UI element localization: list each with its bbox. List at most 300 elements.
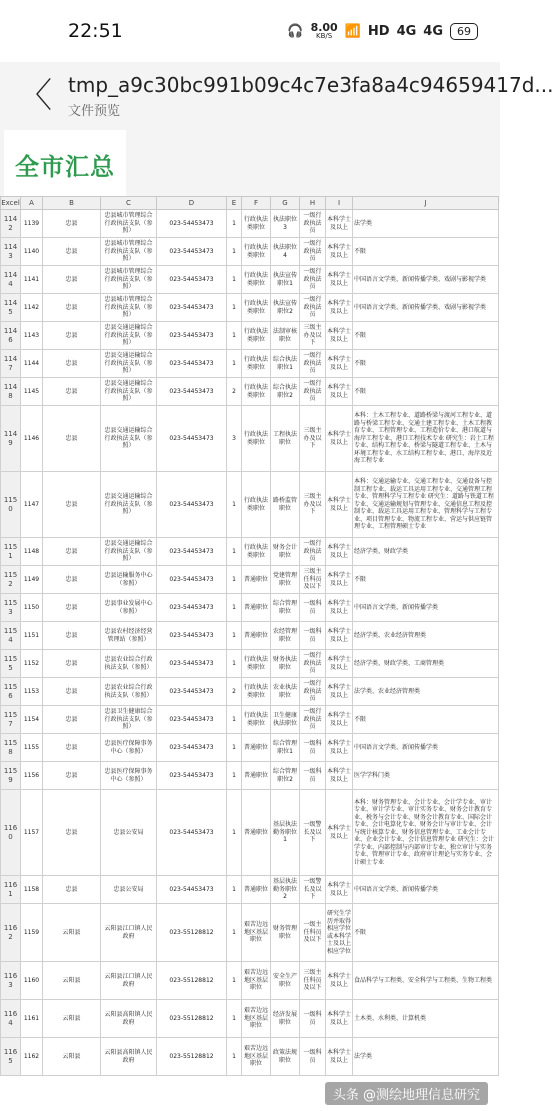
table-row xyxy=(1,472,499,538)
table-row xyxy=(1,594,499,622)
table-cell[interactable]: 1 xyxy=(227,238,242,266)
table-cell[interactable]: 本科学士及以上 xyxy=(326,350,353,378)
table-cell[interactable]: 行政执法类职位 xyxy=(242,266,271,294)
table-cell[interactable]: 1 xyxy=(227,876,242,904)
table-cell[interactable]: 行政执法类职位 xyxy=(242,350,271,378)
row-number-cell[interactable]: 1150 xyxy=(1,472,21,538)
column-header[interactable]: D xyxy=(157,197,227,210)
table-cell[interactable]: 艰苦边远地区基层职位 xyxy=(242,1000,271,1038)
table-cell[interactable]: 忠县农业综合行政执法支队（参照） xyxy=(101,678,157,706)
table-cell[interactable]: 忠县 xyxy=(43,472,101,538)
table-cell[interactable]: 行政执法类职位 xyxy=(242,210,271,238)
table-cell[interactable]: 1 xyxy=(227,790,242,876)
table-cell[interactable]: 法学类 xyxy=(353,210,499,238)
table-cell[interactable]: 一级科员 xyxy=(300,622,326,650)
table-cell[interactable]: 中国语言文学类、新闻传播学类 xyxy=(353,734,499,762)
table-cell[interactable]: 1 xyxy=(227,962,242,1000)
table-row xyxy=(1,962,499,1000)
table-row xyxy=(1,734,499,762)
table-cell[interactable]: 本科：交通运输专业、交通工程专业、交通设备与控制工程专业、载运工具运用工程专业、交通管理工程专业、管理科学与工程专业 研究生：道路与铁道工程专业、交通运输规划与管理专业、交通信息工程及控制专业、载运工具运用工程专业、管理科学与工程专业、项目管理专业、物流工程专业、营运与供应链管理专业、工程管理硕士专业 xyxy=(353,472,499,538)
table-cell[interactable]: 1 xyxy=(227,294,242,322)
table-cell[interactable]: 023-54453473 xyxy=(157,350,227,378)
table-cell[interactable]: 本科学士及以上 xyxy=(326,706,353,734)
data-table xyxy=(0,196,499,1076)
table-cell[interactable]: 一级警长及以下 xyxy=(300,876,326,904)
table-cell[interactable]: 本科学士及以上 xyxy=(326,962,353,1000)
table-cell[interactable]: 忠县公安局 xyxy=(101,790,157,876)
table-cell[interactable]: 综合执法职位2 xyxy=(271,378,300,406)
table-cell[interactable]: 忠县 xyxy=(43,622,101,650)
table-cell[interactable]: 1 xyxy=(227,566,242,594)
table-cell[interactable]: 忠县事业发展中心（参照） xyxy=(101,594,157,622)
table-cell[interactable]: 1154 xyxy=(21,706,43,734)
table-cell[interactable]: 忠县 xyxy=(43,678,101,706)
row-number-cell[interactable]: 1161 xyxy=(1,876,21,904)
table-cell[interactable]: 研究生学历并取得相应学位或本科学士及以上相应学位 xyxy=(326,904,353,962)
table-cell[interactable]: 行政执法类职位 xyxy=(242,238,271,266)
table-cell[interactable]: 忠县 xyxy=(43,734,101,762)
table-cell[interactable]: 云阳县高阳镇人民政府 xyxy=(101,1000,157,1038)
table-cell[interactable]: 云阳县 xyxy=(43,962,101,1000)
table-cell[interactable]: 1143 xyxy=(21,322,43,350)
table-cell[interactable]: 路桥监管职位 xyxy=(271,472,300,538)
table-cell[interactable]: 忠县城市管理综合行政执法支队（参照） xyxy=(101,294,157,322)
table-cell[interactable]: 执法宣传职位2 xyxy=(271,294,300,322)
table-cell[interactable]: 三级主任科员及以下 xyxy=(300,566,326,594)
row-number-cell[interactable]: 1157 xyxy=(1,706,21,734)
table-cell[interactable]: 一级行政执法员 xyxy=(300,266,326,294)
back-arrow-icon[interactable]: 〈 xyxy=(18,76,52,116)
table-cell[interactable]: 本科学士及以上 xyxy=(326,210,353,238)
table-cell[interactable]: 本科学士及以上 xyxy=(326,266,353,294)
table-cell[interactable]: 一级行政执法员 xyxy=(300,378,326,406)
table-cell[interactable]: 一级行政执法员 xyxy=(300,350,326,378)
table-cell[interactable]: 1 xyxy=(227,706,242,734)
row-number-cell[interactable]: 1163 xyxy=(1,962,21,1000)
table-cell[interactable]: 2 xyxy=(227,678,242,706)
table-cell[interactable]: 023-54453473 xyxy=(157,622,227,650)
table-cell[interactable]: 1 xyxy=(227,650,242,678)
table-cell[interactable]: 1157 xyxy=(21,790,43,876)
table-cell[interactable]: 基层执法勤务职位1 xyxy=(271,790,300,876)
table-cell[interactable]: 023-54453473 xyxy=(157,790,227,876)
table-cell[interactable]: 忠县 xyxy=(43,294,101,322)
table-cell[interactable]: 云阳县江口镇人民政府 xyxy=(101,962,157,1000)
table-cell[interactable]: 中国语言文学类、新闻传播学类 xyxy=(353,594,499,622)
table-cell[interactable]: 综合管理职位2 xyxy=(271,762,300,790)
table-cell[interactable]: 政策法规职位 xyxy=(271,1038,300,1076)
table-cell[interactable]: 普通职位 xyxy=(242,876,271,904)
table-cell[interactable]: 023-54453473 xyxy=(157,472,227,538)
table-cell[interactable]: 三级主办及以下 xyxy=(300,322,326,350)
column-header[interactable]: Excel xyxy=(1,197,21,210)
column-header[interactable]: J xyxy=(353,197,499,210)
table-cell[interactable]: 不限 xyxy=(353,350,499,378)
table-cell[interactable]: 023-54453473 xyxy=(157,650,227,678)
table-row xyxy=(1,762,499,790)
table-cell[interactable]: 不限 xyxy=(353,566,499,594)
table-cell[interactable]: 中国语言文学类、新闻传播学类 xyxy=(353,876,499,904)
table-cell[interactable]: 1141 xyxy=(21,266,43,294)
table-cell[interactable]: 023-54453473 xyxy=(157,378,227,406)
table-cell[interactable]: 一级行政执法员 xyxy=(300,538,326,566)
table-cell[interactable]: 023-54453473 xyxy=(157,538,227,566)
table-cell[interactable]: 行政执法类职位 xyxy=(242,322,271,350)
table-cell[interactable]: 忠县城市管理综合行政执法支队（参照） xyxy=(101,266,157,294)
file-title: tmp_a9c30bc991b09c4c7e3fa8a4c94659417d... xyxy=(68,73,554,97)
row-number-cell[interactable]: 1145 xyxy=(1,294,21,322)
table-row xyxy=(1,650,499,678)
table-cell[interactable]: 工程执法职位 xyxy=(271,406,300,472)
table-cell[interactable]: 023-54453473 xyxy=(157,210,227,238)
table-cell[interactable]: 中国语言文学类、新闻传播学类、戏剧与影视学类 xyxy=(353,266,499,294)
table-cell[interactable]: 023-54453473 xyxy=(157,238,227,266)
row-number-cell[interactable]: 1149 xyxy=(1,406,21,472)
table-body xyxy=(1,210,499,1076)
table-cell[interactable]: 1158 xyxy=(21,876,43,904)
table-cell[interactable]: 023-54453473 xyxy=(157,678,227,706)
table-cell[interactable]: 云阳县 xyxy=(43,1038,101,1076)
table-cell[interactable]: 艰苦边远地区基层职位 xyxy=(242,962,271,1000)
table-cell[interactable]: 一级科员 xyxy=(300,594,326,622)
row-number-cell[interactable]: 1142 xyxy=(1,210,21,238)
table-cell[interactable]: 1 xyxy=(227,266,242,294)
table-cell[interactable]: 行政执法类职位 xyxy=(242,678,271,706)
table-cell[interactable]: 忠县交通运输综合行政执法支队（参照） xyxy=(101,322,157,350)
table-cell[interactable]: 忠县农业综合行政执法支队（参照） xyxy=(101,650,157,678)
table-cell[interactable]: 法制审核职位 xyxy=(271,322,300,350)
table-cell[interactable]: 忠县 xyxy=(43,378,101,406)
table-cell[interactable]: 023-54453473 xyxy=(157,594,227,622)
row-number-cell[interactable]: 1148 xyxy=(1,378,21,406)
table-cell[interactable]: 本科学士及以上 xyxy=(326,538,353,566)
table-cell[interactable]: 经济学类、农业经济管理类 xyxy=(353,622,499,650)
table-cell[interactable]: 本科学士及以上 xyxy=(326,650,353,678)
table-cell[interactable]: 本科学士及以上 xyxy=(326,472,353,538)
table-row xyxy=(1,538,499,566)
row-number-cell[interactable]: 1154 xyxy=(1,622,21,650)
table-cell[interactable]: 本科学士及以上 xyxy=(326,1038,353,1076)
sheet-tab-label: 全市汇总 xyxy=(15,153,115,181)
table-cell[interactable]: 忠县交通运输综合行政执法支队（参照） xyxy=(101,378,157,406)
table-cell[interactable]: 一级行政执法员 xyxy=(300,294,326,322)
column-header[interactable]: E xyxy=(227,197,242,210)
table-cell[interactable]: 农经管理职位 xyxy=(271,622,300,650)
table-cell[interactable]: 本科学士及以上 xyxy=(326,238,353,266)
table-cell[interactable]: 1161 xyxy=(21,1000,43,1038)
table-cell[interactable]: 综合管理职位1 xyxy=(271,734,300,762)
table-cell[interactable]: 忠县城市管理综合行政执法支队（参照） xyxy=(101,210,157,238)
table-cell[interactable]: 忠县交通运输综合行政执法支队（参照） xyxy=(101,406,157,472)
table-cell[interactable]: 本科学士及以上 xyxy=(326,378,353,406)
table-cell[interactable]: 综合执法职位1 xyxy=(271,350,300,378)
table-cell[interactable]: 安全生产职位 xyxy=(271,962,300,1000)
table-cell[interactable]: 忠县公安局 xyxy=(101,876,157,904)
table-cell[interactable]: 1142 xyxy=(21,294,43,322)
table-cell[interactable]: 行政执法类职位 xyxy=(242,294,271,322)
table-cell[interactable]: 023-54453473 xyxy=(157,406,227,472)
table-cell[interactable]: 行政执法类职位 xyxy=(242,378,271,406)
row-number-cell[interactable]: 1165 xyxy=(1,1038,21,1076)
table-cell[interactable]: 本科学士及以上 xyxy=(326,322,353,350)
file-subtitle: 文件预览 xyxy=(68,104,121,119)
table-cell[interactable]: 1159 xyxy=(21,904,43,962)
table-cell[interactable]: 艰苦边远地区基层职位 xyxy=(242,904,271,962)
table-cell[interactable]: 忠县农村经济经营管理站（参照） xyxy=(101,622,157,650)
table-cell[interactable]: 医学学科门类 xyxy=(353,762,499,790)
status-bar xyxy=(0,0,500,62)
table-row xyxy=(1,566,499,594)
sheet-tabbar xyxy=(0,130,500,202)
column-header[interactable]: A xyxy=(21,197,43,210)
table-cell[interactable]: 财务执法职位 xyxy=(271,650,300,678)
table-cell[interactable]: 法学类 xyxy=(353,1038,499,1076)
table-cell[interactable]: 忠县 xyxy=(43,566,101,594)
table-cell[interactable]: 一级行政执法员 xyxy=(300,678,326,706)
table-cell[interactable]: 经济学类、财政学类、工商管理类 xyxy=(353,650,499,678)
table-cell[interactable]: 1140 xyxy=(21,238,43,266)
table-cell[interactable]: 1144 xyxy=(21,350,43,378)
table-cell[interactable]: 不限 xyxy=(353,322,499,350)
table-cell[interactable]: 忠县运输服务中心（参照） xyxy=(101,566,157,594)
table-cell[interactable]: 基层执法勤务职位2 xyxy=(271,876,300,904)
table-cell[interactable]: 三级主任科员及以下 xyxy=(300,962,326,1000)
row-number-cell[interactable]: 1162 xyxy=(1,904,21,962)
row-number-cell[interactable]: 1164 xyxy=(1,1000,21,1038)
row-number-cell[interactable]: 1144 xyxy=(1,266,21,294)
table-cell[interactable]: 本科学士及以上 xyxy=(326,790,353,876)
table-cell[interactable]: 023-55128812 xyxy=(157,904,227,962)
column-header[interactable]: H xyxy=(300,197,326,210)
table-cell[interactable]: 忠县 xyxy=(43,350,101,378)
table-cell[interactable]: 本科学士及以上 xyxy=(326,762,353,790)
table-cell[interactable]: 不限 xyxy=(353,378,499,406)
table-cell[interactable]: 本科学士及以上 xyxy=(326,294,353,322)
table-cell[interactable]: 不限 xyxy=(353,706,499,734)
table-cell[interactable]: 财务管理职位 xyxy=(271,904,300,962)
table-cell[interactable]: 023-54453473 xyxy=(157,876,227,904)
table-cell[interactable]: 023-55128812 xyxy=(157,1038,227,1076)
table-row xyxy=(1,1000,499,1038)
table-cell[interactable]: 1156 xyxy=(21,762,43,790)
table-cell[interactable]: 023-54453473 xyxy=(157,294,227,322)
table-cell[interactable]: 023-55128812 xyxy=(157,962,227,1000)
table-cell[interactable]: 行政执法类职位 xyxy=(242,650,271,678)
table-cell[interactable]: 中国语言文学类、新闻传播学类、戏剧与影视学类 xyxy=(353,294,499,322)
row-number-cell[interactable]: 1159 xyxy=(1,762,21,790)
table-cell[interactable]: 行政执法类职位 xyxy=(242,472,271,538)
table-cell[interactable]: 1149 xyxy=(21,566,43,594)
table-cell[interactable]: 本科学士及以上 xyxy=(326,678,353,706)
sheet-tab-summary[interactable] xyxy=(4,130,126,202)
table-cell[interactable]: 1153 xyxy=(21,678,43,706)
table-row xyxy=(1,238,499,266)
status-icons xyxy=(287,22,478,40)
table-cell[interactable]: 执法职位4 xyxy=(271,238,300,266)
spreadsheet-grid[interactable] xyxy=(0,196,500,1111)
table-cell[interactable]: 土木类、水利类、计算机类 xyxy=(353,1000,499,1038)
table-cell[interactable]: 忠县 xyxy=(43,706,101,734)
status-time: 22:51 xyxy=(68,20,123,42)
table-cell[interactable]: 忠县医疗保障事务中心（参照） xyxy=(101,762,157,790)
table-cell[interactable]: 三级主办及以下 xyxy=(300,472,326,538)
table-cell[interactable]: 023-54453473 xyxy=(157,266,227,294)
table-cell[interactable]: 行政执法类职位 xyxy=(242,538,271,566)
table-cell[interactable]: 普通职位 xyxy=(242,622,271,650)
table-cell[interactable]: 023-54453473 xyxy=(157,322,227,350)
row-number-cell[interactable]: 1153 xyxy=(1,594,21,622)
table-cell[interactable]: 一级科员 xyxy=(300,762,326,790)
table-cell[interactable]: 1 xyxy=(227,538,242,566)
table-cell[interactable]: 普通职位 xyxy=(242,594,271,622)
table-cell[interactable]: 一级科员 xyxy=(300,1000,326,1038)
table-cell[interactable]: 不限 xyxy=(353,904,499,962)
table-cell[interactable]: 云阳县江口镇人民政府 xyxy=(101,904,157,962)
row-number-cell[interactable]: 1151 xyxy=(1,538,21,566)
row-number-cell[interactable]: 1146 xyxy=(1,322,21,350)
table-cell[interactable]: 卫生健康执法职位 xyxy=(271,706,300,734)
table-cell[interactable]: 本科学士及以上 xyxy=(326,734,353,762)
table-cell[interactable]: 1145 xyxy=(21,378,43,406)
table-cell[interactable]: 普通职位 xyxy=(242,734,271,762)
table-cell[interactable]: 一级科员 xyxy=(300,1038,326,1076)
table-cell[interactable]: 023-54453473 xyxy=(157,566,227,594)
table-cell[interactable]: 不限 xyxy=(353,238,499,266)
table-cell[interactable]: 普通职位 xyxy=(242,762,271,790)
table-cell[interactable]: 忠县 xyxy=(43,266,101,294)
table-cell[interactable]: 忠县 xyxy=(43,650,101,678)
table-cell[interactable]: 1146 xyxy=(21,406,43,472)
table-cell[interactable]: 1139 xyxy=(21,210,43,238)
table-cell[interactable]: 党建管理职位 xyxy=(271,566,300,594)
row-number-cell[interactable]: 1155 xyxy=(1,650,21,678)
table-cell[interactable]: 一级警长及以下 xyxy=(300,790,326,876)
table-cell[interactable]: 云阳县 xyxy=(43,1000,101,1038)
table-cell[interactable]: 一级行政执法员 xyxy=(300,238,326,266)
table-cell[interactable]: 一级科员 xyxy=(300,734,326,762)
table-cell[interactable]: 执法职位3 xyxy=(271,210,300,238)
table-cell[interactable]: 1148 xyxy=(21,538,43,566)
table-cell[interactable]: 忠县医疗保障事务中心（参照） xyxy=(101,734,157,762)
table-cell[interactable]: 云阳县 xyxy=(43,904,101,962)
table-cell[interactable]: 1162 xyxy=(21,1038,43,1076)
table-cell[interactable]: 1 xyxy=(227,762,242,790)
table-cell[interactable]: 忠县卫生健康综合行政执法支队（参照） xyxy=(101,706,157,734)
table-cell[interactable]: 忠县 xyxy=(43,594,101,622)
table-cell[interactable]: 法学类、农业经济管理类 xyxy=(353,678,499,706)
table-cell[interactable]: 农业执法职位 xyxy=(271,678,300,706)
table-cell[interactable]: 1155 xyxy=(21,734,43,762)
table-cell[interactable]: 本科学士及以上 xyxy=(326,622,353,650)
table-cell[interactable]: 经济学类、财政学类 xyxy=(353,538,499,566)
table-cell[interactable]: 艰苦边远地区基层职位 xyxy=(242,1038,271,1076)
table-cell[interactable]: 本科：土木工程专业、道路桥梁与渡河工程专业、道路与桥梁工程专业、交通土建工程专业、土木工程教育专业、工程管理专业、工程造价专业、港口航道与海岸工程专业、港口工程技术专业 研究生：岩土工程专业、结构工程专业、桥梁与隧道工程专业、土木与环境工程专业、水工结构工程专业、港口、海岸及近海工程专业 xyxy=(353,406,499,472)
table-cell[interactable]: 1152 xyxy=(21,650,43,678)
table-cell[interactable]: 本科：财务管理专业、会计专业、会计学专业、审计专业、审计学专业、审计实务专业、财务会计教育专业、税务与会计专业、财务会计教育专业、国际会计专业、会计电算化专业、财务会计与审计专业、会计与统计核算专业、财务信息管理专业、工业会计专业、企业会计专业、会计信息管理专业 研究生：会计学专业、内部控制与内部审计专业、独立审计与实务专业、管理审计专业、政府审计理论与实务专业、会计硕士专业 xyxy=(353,790,499,876)
table-cell[interactable]: 1 xyxy=(227,1038,242,1076)
table-cell[interactable]: 1 xyxy=(227,594,242,622)
table-cell[interactable]: 行政执法类职位 xyxy=(242,706,271,734)
table-cell[interactable]: 忠县 xyxy=(43,790,101,876)
table-cell[interactable]: 1151 xyxy=(21,622,43,650)
table-cell[interactable]: 经济发展职位 xyxy=(271,1000,300,1038)
column-header[interactable]: C xyxy=(101,197,157,210)
table-cell[interactable]: 本科学士及以上 xyxy=(326,566,353,594)
table-cell[interactable]: 023-54453473 xyxy=(157,706,227,734)
table-cell[interactable]: 1 xyxy=(227,622,242,650)
table-cell[interactable]: 行政执法类职位 xyxy=(242,406,271,472)
table-cell[interactable]: 1 xyxy=(227,904,242,962)
table-cell[interactable]: 一级主任科员及以下 xyxy=(300,904,326,962)
table-cell[interactable]: 忠县 xyxy=(43,876,101,904)
column-header[interactable]: F xyxy=(242,197,271,210)
table-cell[interactable]: 本科学士及以上 xyxy=(326,1000,353,1038)
row-number-cell[interactable]: 1147 xyxy=(1,350,21,378)
table-cell[interactable]: 普通职位 xyxy=(242,566,271,594)
table-cell[interactable]: 执法宣传职位1 xyxy=(271,266,300,294)
column-header[interactable]: B xyxy=(43,197,101,210)
column-header-row xyxy=(1,197,499,210)
table-cell[interactable]: 食品科学与工程类、安全科学与工程类、生物工程类 xyxy=(353,962,499,1000)
row-number-cell[interactable]: 1143 xyxy=(1,238,21,266)
table-cell[interactable]: 2 xyxy=(227,378,242,406)
table-cell[interactable]: 忠县 xyxy=(43,762,101,790)
column-header[interactable]: I xyxy=(326,197,353,210)
table-cell[interactable]: 忠县交通运输综合行政执法支队（参照） xyxy=(101,538,157,566)
column-header[interactable]: G xyxy=(271,197,300,210)
row-number-cell[interactable]: 1152 xyxy=(1,566,21,594)
table-cell[interactable]: 云阳县高阳镇人民政府 xyxy=(101,1038,157,1076)
table-cell[interactable]: 忠县 xyxy=(43,322,101,350)
table-cell[interactable]: 忠县交通运输综合行政执法支队（参照） xyxy=(101,472,157,538)
table-cell[interactable]: 一级行政执法员 xyxy=(300,706,326,734)
table-cell[interactable]: 1 xyxy=(227,210,242,238)
app-header xyxy=(0,62,554,130)
table-cell[interactable]: 三级主办及以下 xyxy=(300,406,326,472)
table-cell[interactable]: 1 xyxy=(227,734,242,762)
table-cell[interactable]: 3 xyxy=(227,406,242,472)
table-cell[interactable]: 1 xyxy=(227,1000,242,1038)
table-cell[interactable]: 忠县城市管理综合行政执法支队（参照） xyxy=(101,238,157,266)
table-cell[interactable]: 忠县 xyxy=(43,406,101,472)
table-cell[interactable]: 1150 xyxy=(21,594,43,622)
table-cell[interactable]: 1 xyxy=(227,322,242,350)
table-cell[interactable]: 一级行政执法员 xyxy=(300,210,326,238)
row-number-cell[interactable]: 1160 xyxy=(1,790,21,876)
table-cell[interactable]: 本科学士及以上 xyxy=(326,406,353,472)
table-cell[interactable]: 一级行政执法员 xyxy=(300,650,326,678)
table-cell[interactable]: 1147 xyxy=(21,472,43,538)
watermark: 头条 @测绘地理信息研究 xyxy=(325,1082,488,1105)
table-cell[interactable]: 忠县交通运输综合行政执法支队（参照） xyxy=(101,350,157,378)
table-cell[interactable]: 1 xyxy=(227,472,242,538)
row-number-cell[interactable]: 1156 xyxy=(1,678,21,706)
table-cell[interactable]: 023-54453473 xyxy=(157,734,227,762)
table-cell[interactable]: 财务会计职位 xyxy=(271,538,300,566)
table-cell[interactable]: 忠县 xyxy=(43,238,101,266)
table-cell[interactable]: 普通职位 xyxy=(242,790,271,876)
table-cell[interactable]: 忠县 xyxy=(43,538,101,566)
table-cell[interactable]: 1 xyxy=(227,350,242,378)
table-cell[interactable]: 综合管理职位 xyxy=(271,594,300,622)
table-cell[interactable]: 本科学士及以上 xyxy=(326,594,353,622)
table-cell[interactable]: 本科学士及以上 xyxy=(326,876,353,904)
table-cell[interactable]: 023-54453473 xyxy=(157,762,227,790)
table-cell[interactable]: 忠县 xyxy=(43,210,101,238)
table-cell[interactable]: 023-55128812 xyxy=(157,1000,227,1038)
row-number-cell[interactable]: 1158 xyxy=(1,734,21,762)
table-cell[interactable]: 1160 xyxy=(21,962,43,1000)
